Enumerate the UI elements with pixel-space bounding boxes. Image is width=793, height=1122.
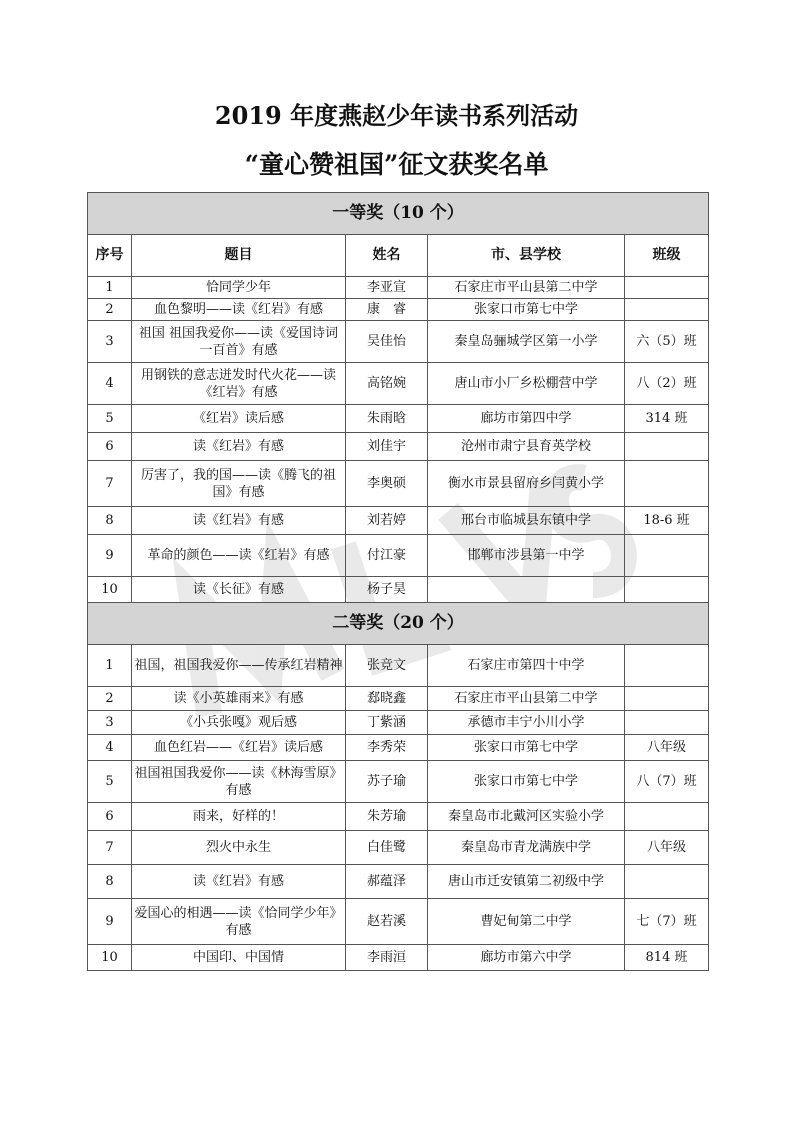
row-title: 读《红岩》有感 [132,507,346,535]
row-school: 曹妃甸第二中学 [428,899,625,945]
row-title: 雨来，好样的！ [132,803,346,831]
row-number: 6 [88,433,132,461]
row-name: 李亚宣 [346,277,428,299]
row-number: 9 [88,899,132,945]
row-number: 7 [88,831,132,865]
row-class: 八（2）班 [625,363,709,405]
row-title: 爱国心的相遇——读《恰同学少年》有感 [132,899,346,945]
row-class: 314 班 [625,405,709,433]
row-title: 革命的颜色——读《红岩》有感 [132,535,346,577]
row-number: 3 [88,711,132,735]
row-class [625,461,709,507]
row-class [625,577,709,603]
row-number: 8 [88,865,132,899]
row-name: 吴佳怡 [346,321,428,363]
row-school: 石家庄市第四十中学 [428,645,625,687]
table-row [88,761,709,803]
row-school [428,577,625,603]
row-class: 18-6 班 [625,507,709,535]
row-class [625,277,709,299]
row-name: 朱芳瑜 [346,803,428,831]
header-school: 市、县学校 [428,235,625,277]
row-title: 血色黎明——读《红岩》有感 [132,299,346,321]
table-row [88,687,709,711]
row-school: 廊坊市第四中学 [428,405,625,433]
row-number: 8 [88,507,132,535]
row-title: 用钢铁的意志迸发时代火花——读《红岩》有感 [132,363,346,405]
table-row [88,433,709,461]
row-title: 读《小英雄雨来》有感 [132,687,346,711]
row-class [625,865,709,899]
document-title: 2019 年度燕赵少年读书系列活动 [214,101,579,130]
row-school: 邯郸市涉县第一中学 [428,535,625,577]
table-row [88,803,709,831]
row-name: 康 睿 [346,299,428,321]
row-number: 10 [88,945,132,971]
header-name: 姓名 [346,235,428,277]
row-number: 2 [88,687,132,711]
row-school: 石家庄市平山县第二中学 [428,687,625,711]
row-class: 八年级 [625,831,709,865]
table-row [88,507,709,535]
row-school: 沧州市肃宁县育英学校 [428,433,625,461]
row-name: 赵若溪 [346,899,428,945]
table-row [88,535,709,577]
row-name: 丁紫涵 [346,711,428,735]
table-row [88,645,709,687]
row-name: 李雨洹 [346,945,428,971]
table-header-row [88,235,709,277]
row-number: 1 [88,645,132,687]
table-row [88,321,709,363]
row-school: 唐山市迁安镇第二初级中学 [428,865,625,899]
row-title: 恰同学少年 [132,277,346,299]
row-name: 郝蕴泽 [346,865,428,899]
row-title: 祖国，祖国我爱你——传承红岩精神 [132,645,346,687]
row-name: 张竞文 [346,645,428,687]
row-number: 5 [88,405,132,433]
row-name: 苏子瑜 [346,761,428,803]
row-school: 张家口市第七中学 [428,761,625,803]
row-class [625,433,709,461]
row-name: 杨子昊 [346,577,428,603]
row-number: 3 [88,321,132,363]
row-name: 付江豪 [346,535,428,577]
row-number: 7 [88,461,132,507]
row-title: 血色红岩——《红岩》读后感 [132,735,346,761]
row-class [625,711,709,735]
row-number: 6 [88,803,132,831]
row-title: 读《红岩》有感 [132,433,346,461]
table-row [88,831,709,865]
row-title: 厉害了，我的国——读《腾飞的祖国》有感 [132,461,346,507]
row-school: 邢台市临城县东镇中学 [428,507,625,535]
table-row [88,711,709,735]
row-class: 七（7）班 [625,899,709,945]
section-heading-row [88,193,709,235]
row-school: 张家口市第七中学 [428,299,625,321]
section-heading: 一等奖（10 个） [88,193,709,235]
table-row [88,405,709,433]
row-number: 4 [88,735,132,761]
document-subtitle: “童心赞祖国”征文获奖名单 [244,150,549,179]
row-title: 读《长征》有感 [132,577,346,603]
row-school: 秦皇岛市青龙满族中学 [428,831,625,865]
row-class: 八（7）班 [625,761,709,803]
row-school: 秦皇岛骊城学区第一小学 [428,321,625,363]
row-class: 八年级 [625,735,709,761]
row-class: 814 班 [625,945,709,971]
row-title: 祖国祖国我爱你——读《林海雪原》有感 [132,761,346,803]
row-class: 六（5）班 [625,321,709,363]
row-school: 衡水市景县留府乡闫黄小学 [428,461,625,507]
table-row [88,277,709,299]
header-class: 班级 [625,235,709,277]
table-row [88,461,709,507]
row-school: 秦皇岛市北戴河区实验小学 [428,803,625,831]
row-number: 2 [88,299,132,321]
row-class [625,535,709,577]
row-name: 刘佳宇 [346,433,428,461]
row-number: 1 [88,277,132,299]
row-title: 《小兵张嘎》观后感 [132,711,346,735]
table-row [88,899,709,945]
table-row [88,865,709,899]
row-name: 朱雨晗 [346,405,428,433]
row-name: 刘若婷 [346,507,428,535]
table-row [88,363,709,405]
row-title: 烈火中永生 [132,831,346,865]
section-heading-row [88,603,709,645]
row-number: 4 [88,363,132,405]
row-name: 郄晓鑫 [346,687,428,711]
row-title: 中国印、中国情 [132,945,346,971]
award-table [87,192,709,971]
table-row [88,577,709,603]
row-class [625,687,709,711]
row-class [625,299,709,321]
table-row [88,945,709,971]
row-class [625,645,709,687]
row-title: 读《红岩》有感 [132,865,346,899]
row-school: 张家口市第七中学 [428,735,625,761]
header-number: 序号 [88,235,132,277]
row-name: 高铭婉 [346,363,428,405]
row-name: 白佳鹭 [346,831,428,865]
row-school: 承德市丰宁小川小学 [428,711,625,735]
row-number: 10 [88,577,132,603]
row-school: 石家庄市平山县第二中学 [428,277,625,299]
row-number: 5 [88,761,132,803]
row-title: 祖国 祖国我爱你——读《爱国诗词一百首》有感 [132,321,346,363]
row-class [625,803,709,831]
table-row [88,735,709,761]
header-title: 题目 [132,235,346,277]
table-row [88,299,709,321]
row-title: 《红岩》读后感 [132,405,346,433]
row-school: 廊坊市第六中学 [428,945,625,971]
row-name: 李秀荣 [346,735,428,761]
section-heading: 二等奖（20 个） [88,603,709,645]
row-name: 李奥硕 [346,461,428,507]
row-school: 唐山市小厂乡松棚营中学 [428,363,625,405]
row-number: 9 [88,535,132,577]
